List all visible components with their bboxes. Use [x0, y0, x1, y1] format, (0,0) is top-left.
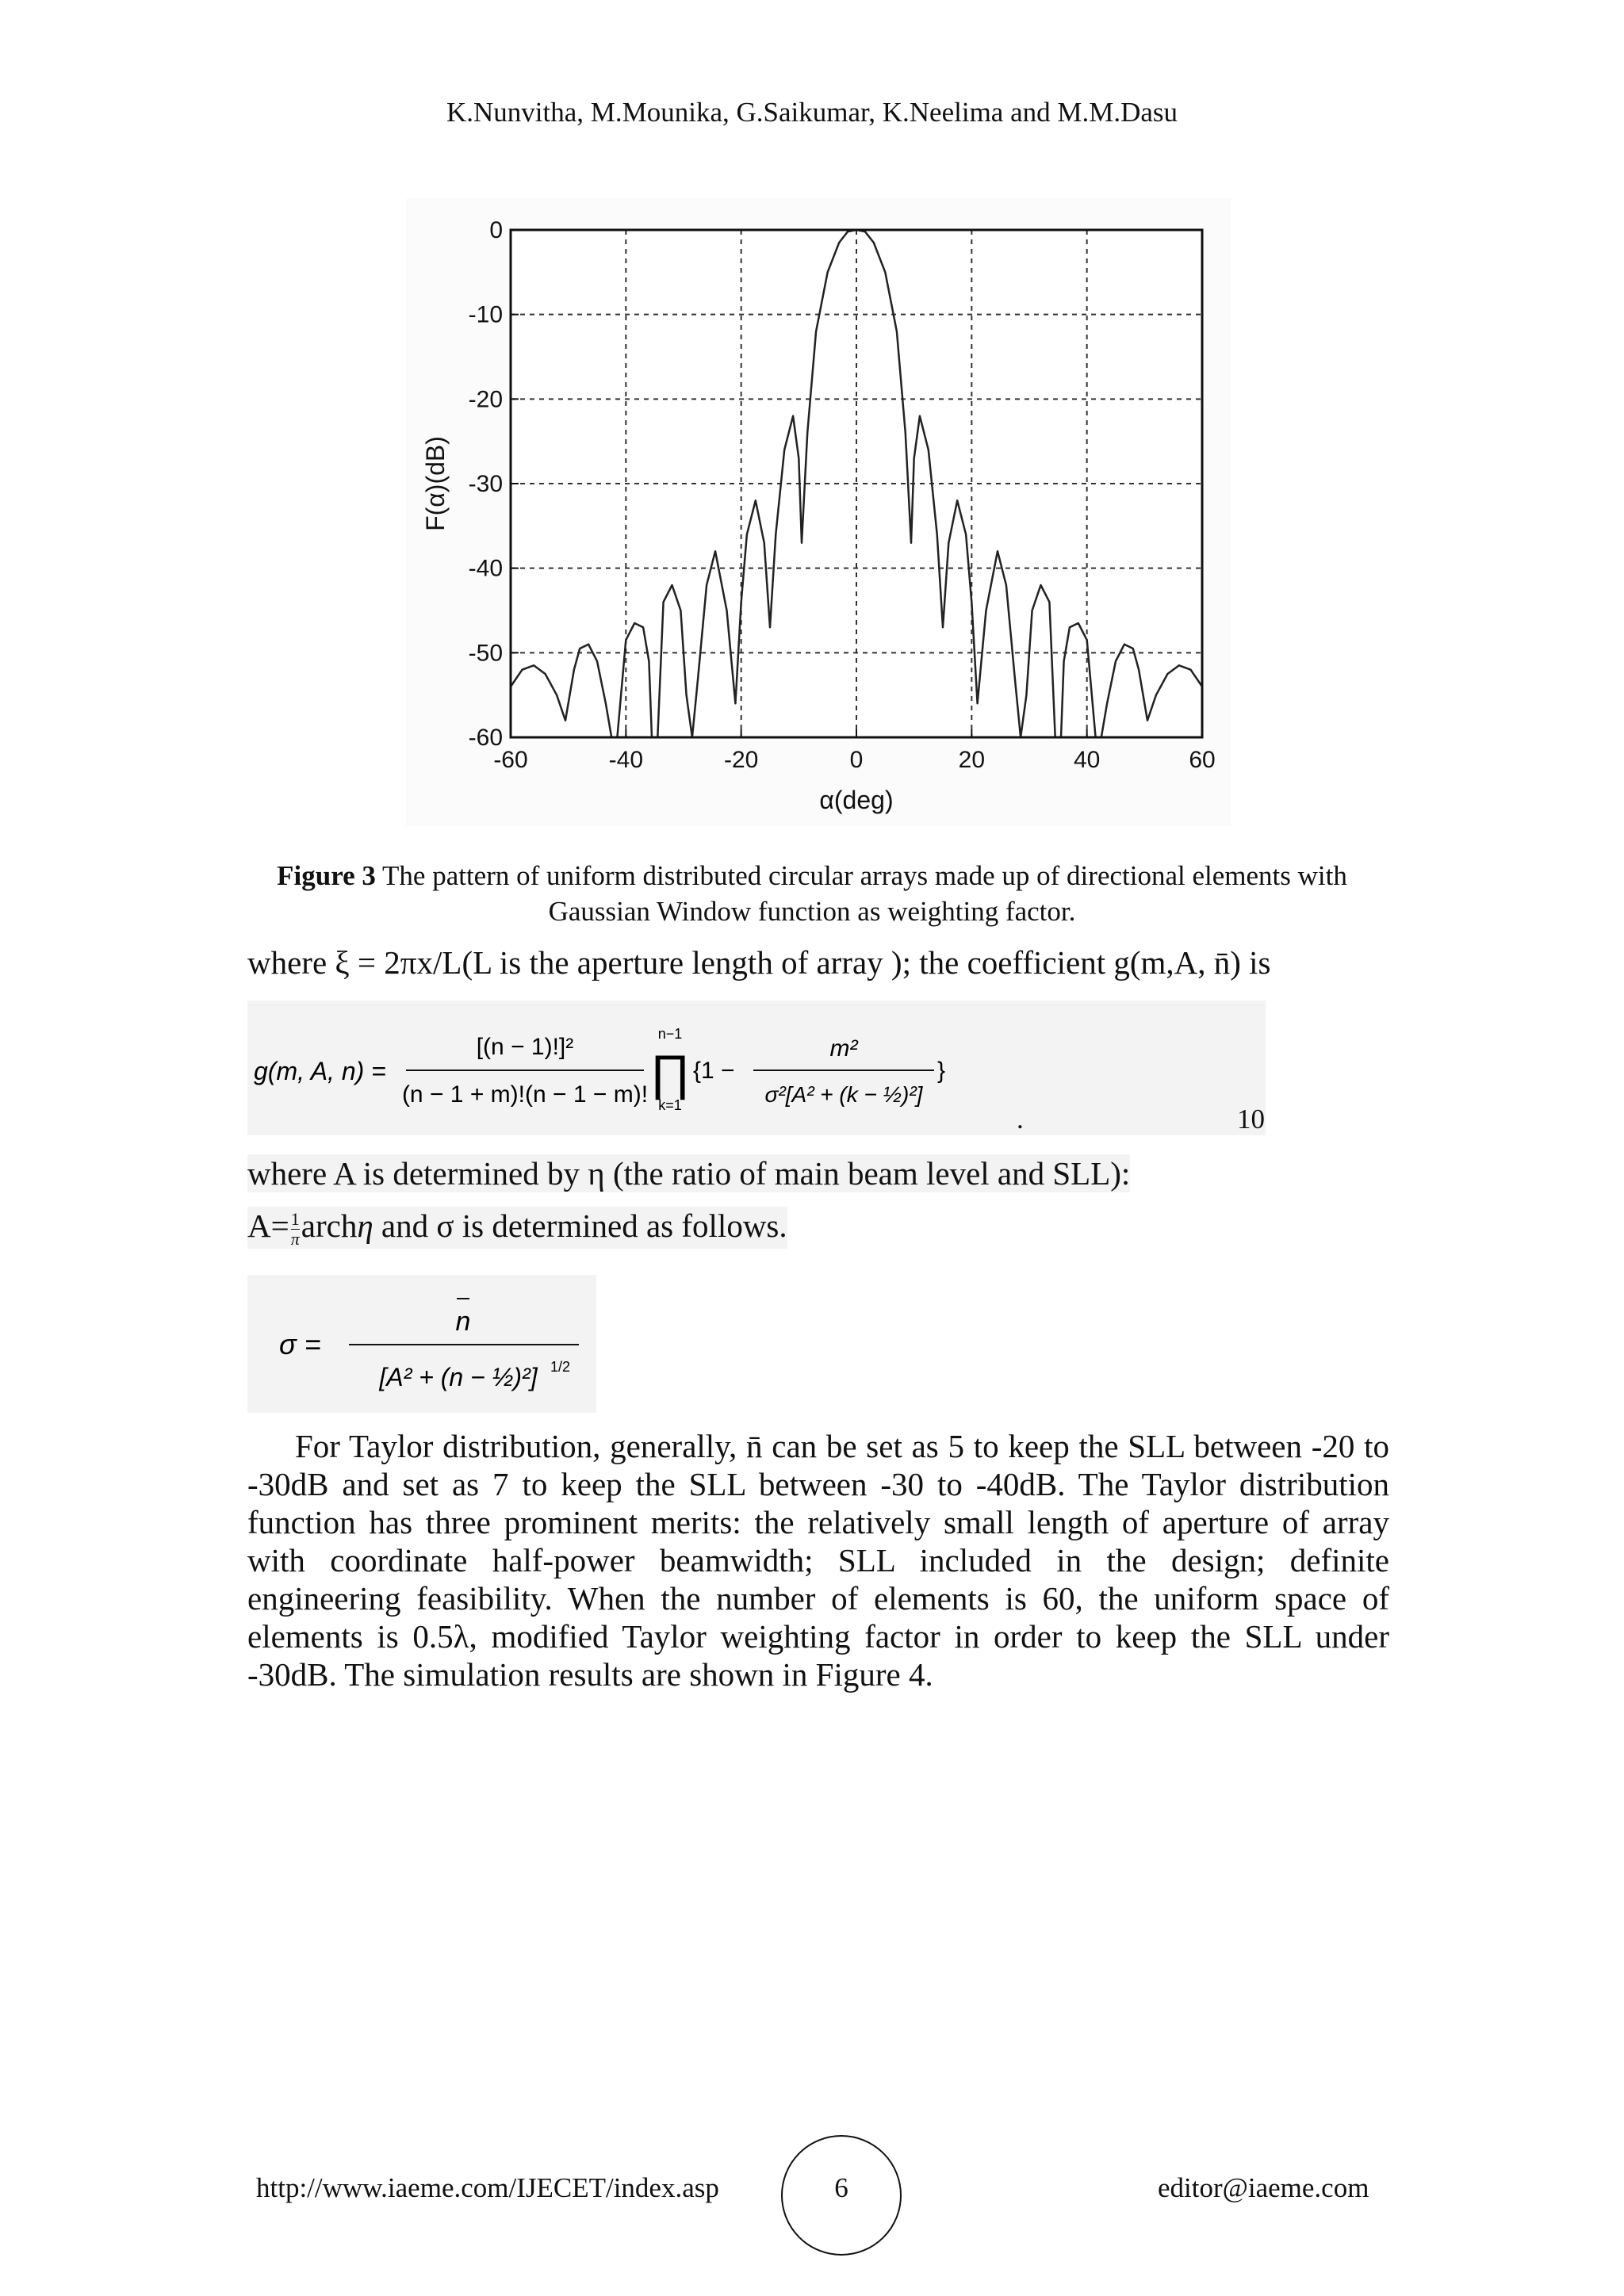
x-tick-label: 40 [1073, 747, 1101, 773]
x-tick-label: 0 [849, 747, 864, 773]
a-arch: arch [301, 1207, 358, 1244]
eq-prod-symbol: ∏ [649, 1046, 691, 1100]
beam-pattern-chart [406, 198, 1231, 826]
y-tick-label: -40 [468, 555, 503, 582]
paragraph-taylor [247, 1427, 1389, 1693]
equation-sigma [247, 1275, 596, 1413]
paragraph-taylor-text: For Taylor distribution, generally, n̄ can be set as 5 to keep the SLL between -20 to -30dB and set as 7 to keep the SLL between -30 to -40dB. The Taylor distribution function has three prominent merits: the relatively small length of aperture of array with coordinate half-power beamwidth; SLL included in the design; definite engineering feasibility. When the number of elements is 60, the uniform space of elements is 0.5λ, modified Taylor weighting factor in order to keep the SLL under -30dB. The simulation results are shown in Figure 4. [247, 1428, 1389, 1693]
equation-number: 10 [1237, 1104, 1265, 1135]
eq-sigma-lhs: σ = [279, 1328, 321, 1360]
running-header: K.Nunvitha, M.Mounika, G.Saikumar, K.Neelima and M.M.Dasu [446, 97, 1178, 128]
a-prefix: A= [247, 1207, 289, 1244]
a-eta: η [357, 1207, 373, 1244]
figure-caption-text: The pattern of uniform distributed circular arrays made up of directional elements with Gaussian Window function as weighting factor. [375, 860, 1347, 927]
eq-sigma-numerator: n [455, 1307, 471, 1337]
y-tick-label: -50 [468, 640, 503, 667]
footer-url[interactable]: http://www.iaeme.com/IJECET/index.asp [256, 2172, 719, 2203]
figure-caption-label: Figure 3 [277, 860, 376, 891]
equation-g [247, 1001, 977, 1135]
x-tick-label: -20 [723, 747, 759, 773]
y-tick-label: -60 [468, 725, 503, 751]
y-tick-label: 0 [489, 217, 503, 243]
x-tick-label: 20 [958, 747, 986, 773]
x-tick-label: 60 [1189, 747, 1216, 773]
paragraph-a-eta: where A is determined by η (the ratio of main beam level and SLL): [247, 1155, 1131, 1192]
eq-brace-denominator: σ²[A² + (k − ½)²] [764, 1082, 923, 1107]
equation-sigma-box [247, 1275, 596, 1413]
a-fraction [291, 1210, 300, 1249]
x-tick-label: -40 [608, 747, 644, 773]
y-tick-label: -20 [468, 386, 503, 413]
eq-prod-bottom: k=1 [658, 1097, 682, 1113]
figure-3 [406, 198, 1231, 826]
eq-brace-open: {1 − [693, 1058, 735, 1084]
eq-brace-numerator: m² [829, 1035, 858, 1062]
a-fraction-num: 1 [290, 1209, 300, 1230]
equation-dot: . [1017, 1104, 1024, 1135]
eq-sigma-exponent: 1/2 [550, 1359, 571, 1375]
paragraph-a-formula [247, 1207, 787, 1249]
a-fraction-den: π [290, 1229, 300, 1249]
equation-g-box [247, 1001, 977, 1135]
y-axis-label: F(α)(dB) [421, 436, 450, 531]
y-tick-label: -30 [468, 471, 503, 497]
eq-brace-close: } [937, 1058, 946, 1084]
y-tick-label: -10 [468, 301, 503, 328]
eq-prod-top: n−1 [657, 1026, 683, 1042]
x-axis-label: α(deg) [819, 786, 894, 814]
figure-caption [238, 858, 1386, 929]
eq-sigma-denominator: [A² + (n − ½)²] [379, 1363, 538, 1391]
eq-g-lhs: g(m, A, n) = [254, 1057, 386, 1085]
page-number: 6 [834, 2172, 848, 2203]
eq-g-numerator: [(n − 1)!]² [476, 1034, 574, 1060]
eq-g-denominator: (n − 1 + m)!(n − 1 − m)! [401, 1081, 649, 1108]
a-suffix: and σ is determined as follows. [373, 1207, 787, 1244]
x-tick-label: -60 [493, 747, 528, 773]
footer-email[interactable]: editor@iaeme.com [1158, 2172, 1369, 2203]
paragraph-xi: where ξ = 2πx/L(L is the aperture length of array ); the coefficient g(m,A, n̄) is [247, 944, 1271, 981]
